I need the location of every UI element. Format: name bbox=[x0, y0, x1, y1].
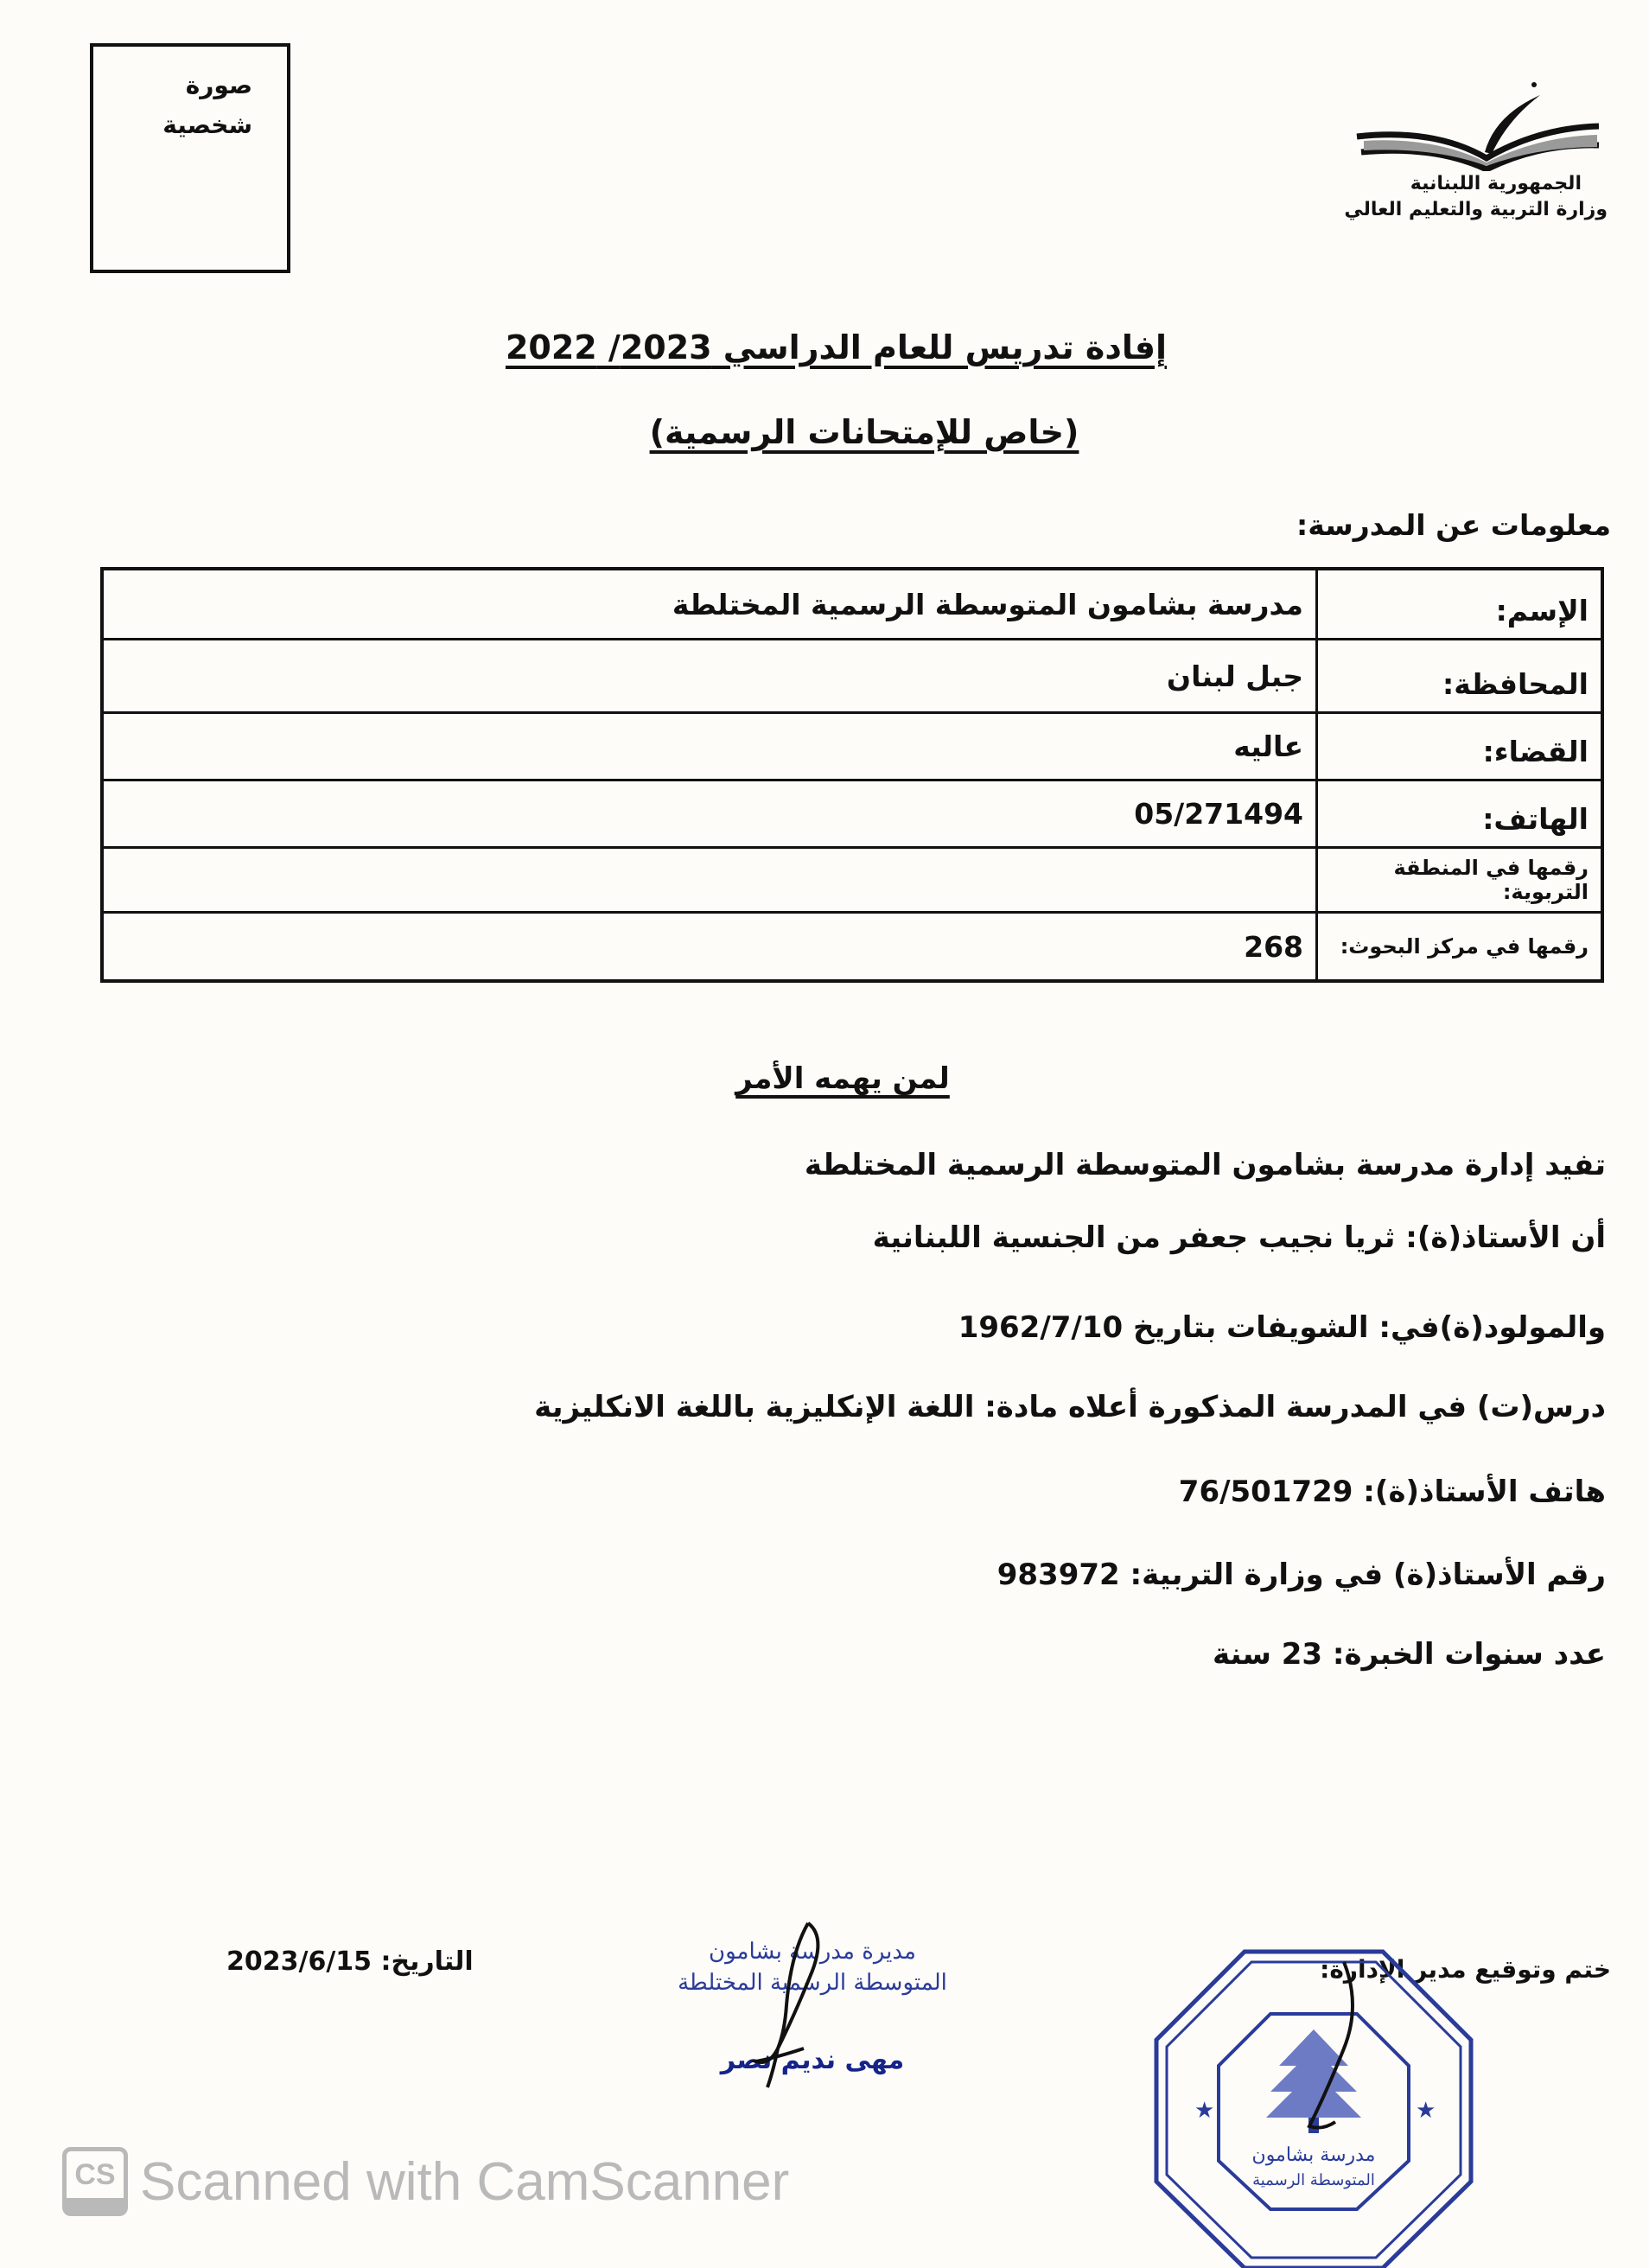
stamp-school-text-2: المتوسطة الرسمية bbox=[1252, 2171, 1375, 2189]
row-value-district: عاليه bbox=[1233, 729, 1303, 763]
row-label-phone: الهاتف: bbox=[1315, 781, 1601, 846]
logo-ministry-text: وزارة التربية والتعليم العالي bbox=[1344, 199, 1608, 220]
school-info-heading: معلومات عن المدرسة: bbox=[1296, 508, 1611, 542]
body-line-birth: والمولود(ة)في: الشويفات بتاريخ 1962/7/10 bbox=[958, 1310, 1606, 1345]
concern-heading: لمن يهمه الأمر bbox=[735, 1061, 950, 1096]
concern-heading-wrap bbox=[735, 1061, 951, 1096]
photo-label-line2: شخصية bbox=[162, 111, 252, 139]
director-title-line1: مديرة مدرسة بشامون bbox=[709, 1939, 916, 1965]
row-label-research-center-number: رقمها في مركز البحوث: bbox=[1315, 914, 1601, 979]
director-title-line2: المتوسطة الرسمية المختلطة bbox=[678, 1970, 947, 1996]
row-label-name: الإسم: bbox=[1315, 570, 1601, 638]
row-label-governorate: المحافظة: bbox=[1315, 640, 1601, 711]
row-value-name: مدرسة بشامون المتوسطة الرسمية المختلطة bbox=[672, 587, 1303, 621]
row-value-research-center-number: 268 bbox=[1244, 929, 1303, 964]
document-title: إفادة تدريس للعام الدراسي 2023/ 2022 bbox=[505, 328, 1167, 366]
signature-label: ختم وتوقيع مدير الإدارة: bbox=[1320, 1955, 1611, 1984]
open-book-icon bbox=[1340, 76, 1616, 171]
body-line-teacher: أن الأستاذ(ة): ثريا نجيب جعفر من الجنسية اللبنانية bbox=[872, 1220, 1606, 1255]
table-row bbox=[104, 570, 1601, 638]
camscanner-logo-icon: CS bbox=[62, 2147, 128, 2216]
ministry-logo bbox=[1331, 76, 1625, 240]
photo-label-line1: صورة bbox=[185, 71, 252, 99]
camscanner-watermark bbox=[62, 2147, 789, 2216]
camscanner-text: Scanned with CamScanner bbox=[140, 2151, 790, 2212]
body-line-experience: عدد سنوات الخبرة: 23 سنة bbox=[1212, 1637, 1606, 1672]
row-label-district: القضاء: bbox=[1315, 714, 1601, 779]
table-row bbox=[104, 846, 1601, 911]
table-row bbox=[104, 779, 1601, 846]
photo-label bbox=[162, 66, 252, 145]
body-line-teacher-phone: هاتف الأستاذ(ة): 76/501729 bbox=[1178, 1475, 1606, 1509]
table-row bbox=[104, 638, 1601, 711]
row-label-region-number: رقمها في المنطقة التربوية: bbox=[1315, 849, 1601, 911]
photo-placeholder-box bbox=[90, 43, 290, 273]
school-info-table bbox=[100, 567, 1604, 983]
row-value-governorate: جبل لبنان bbox=[1166, 659, 1303, 693]
stamp-school-text: مدرسة بشامون bbox=[1251, 2144, 1376, 2166]
table-row bbox=[104, 711, 1601, 779]
document-date: التاريخ: 2023/6/15 bbox=[226, 1946, 474, 1977]
director-name: مهى نديم نصر bbox=[720, 2045, 905, 2075]
body-line-subject: درس(ت) في المدرسة المذكورة أعلاه مادة: اللغة الإنكليزية باللغة الانكليزية bbox=[534, 1390, 1606, 1424]
logo-republic-text: الجمهورية اللبنانية bbox=[1410, 173, 1582, 194]
handwritten-signature bbox=[743, 1919, 847, 2092]
table-row bbox=[104, 911, 1601, 979]
body-line-ministry-number: رقم الأستاذ(ة) في وزارة التربية: 983972 bbox=[996, 1558, 1606, 1592]
document-subtitle: (خاص للإمتحانات الرسمية) bbox=[649, 413, 1079, 451]
row-value-region-number bbox=[104, 849, 1315, 911]
row-value-phone: 05/271494 bbox=[1134, 797, 1303, 831]
body-line-school: تفيد إدارة مدرسة بشامون المتوسطة الرسمية المختلطة bbox=[804, 1148, 1606, 1182]
star-icon: ★ bbox=[1194, 2098, 1215, 2124]
star-icon: ★ bbox=[1416, 2098, 1436, 2124]
official-stamp bbox=[1149, 1945, 1478, 2268]
